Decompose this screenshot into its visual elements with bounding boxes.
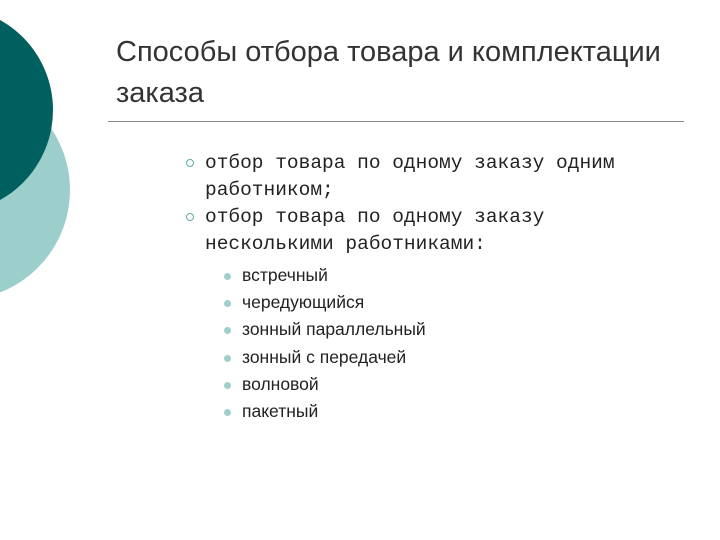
sub-bullet-text: зонный параллельный: [242, 319, 426, 340]
sub-bullet-item: [224, 262, 684, 289]
sub-bullet-text: зонный с передачей: [242, 346, 407, 367]
sub-bullet-item: [224, 289, 684, 316]
bullet-list: [184, 150, 684, 425]
bullet-item: [184, 150, 684, 204]
bullet-text: отбор товара по одному заказу несколькими работниками:: [205, 206, 545, 255]
sub-bullet-text: волновой: [242, 373, 319, 394]
dot-bullet-icon: [224, 355, 231, 362]
sub-bullet-text: пакетный: [242, 401, 319, 422]
sub-bullet-item: [224, 371, 684, 398]
dot-bullet-icon: [224, 327, 231, 334]
sub-bullet-text: чередующийся: [242, 292, 365, 313]
decorative-circles: [0, 0, 80, 300]
sub-bullet-item: [224, 398, 684, 425]
bullet-item: [184, 204, 684, 425]
slide-title: Способы отбора товара и комплектации заказа: [116, 36, 661, 109]
sub-bullet-text: встречный: [242, 265, 328, 285]
ring-bullet-icon: [186, 159, 194, 167]
title-divider: [108, 121, 684, 122]
dot-bullet-icon: [224, 273, 231, 280]
dot-bullet-icon: [224, 300, 231, 307]
sub-bullet-item: [224, 316, 684, 343]
bullet-text: отбор товара по одному заказу одним работником;: [205, 152, 615, 201]
sub-bullet-item: [224, 344, 684, 371]
ring-bullet-icon: [186, 213, 194, 221]
dot-bullet-icon: [224, 382, 231, 389]
dot-bullet-icon: [224, 409, 231, 416]
sub-bullet-list: [224, 262, 684, 425]
